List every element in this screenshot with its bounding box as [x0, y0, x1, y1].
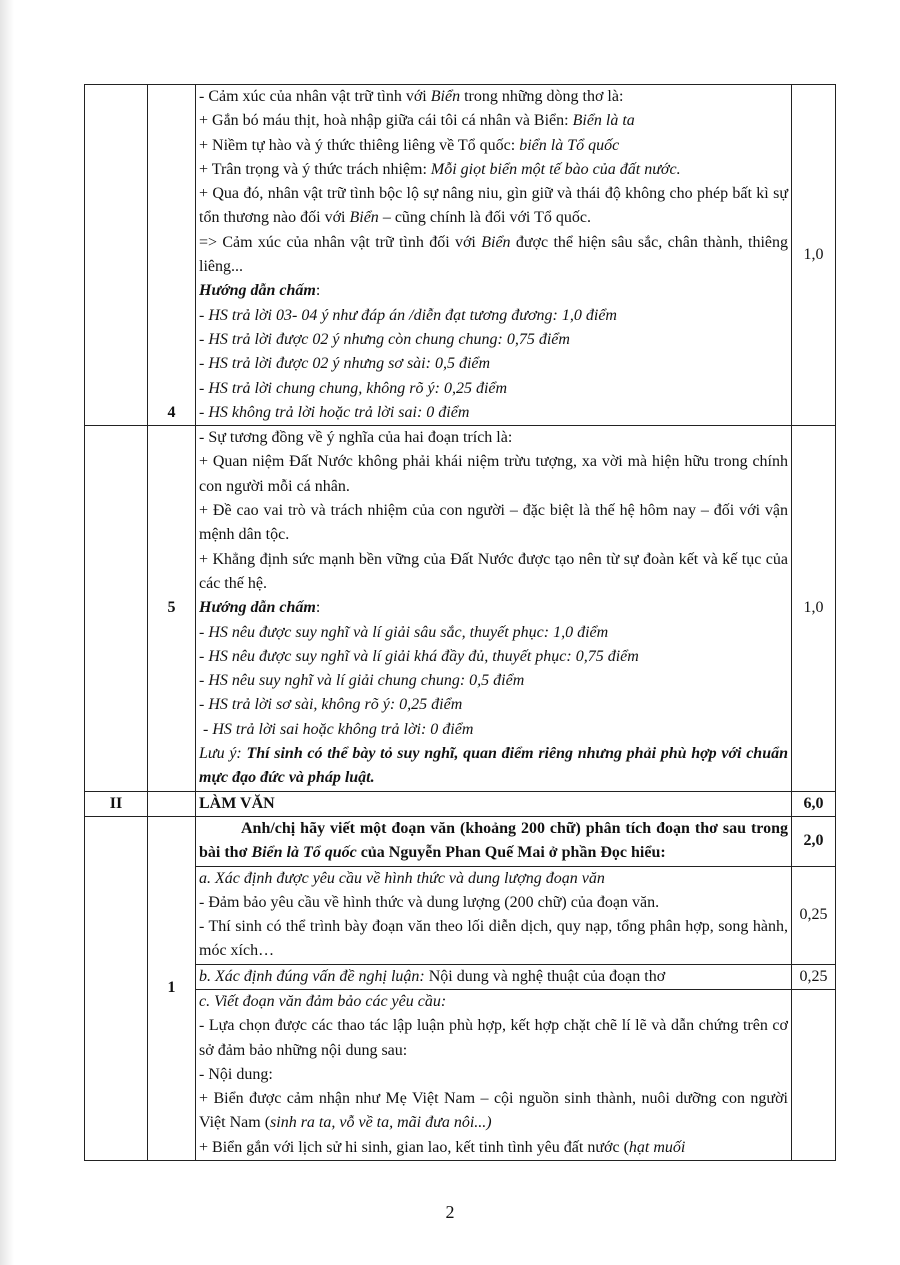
answer-line: - Sự tương đồng về ý nghĩa của hai đoạn trích là:	[199, 429, 513, 447]
criterion-line: + Biển được cảm nhận như Mẹ Việt Nam – cội nguồn sinh thành, nuôi dưỡng con người Việt Nam (sinh ra ta, vỗ về ta, mãi đưa nôi...)	[199, 1090, 788, 1132]
section-title: LÀM VĂN	[196, 791, 792, 816]
grading-line: - HS trả lời sai hoặc không trả lời: 0 điểm	[199, 720, 474, 738]
criterion-b: b. Xác định đúng vấn đề nghị luận: Nội dung và nghệ thuật của đoạn thơ	[196, 964, 792, 989]
answer-line: + Qua đó, nhân vật trữ tình bộc lộ sự nâng niu, gìn giữ và thái độ không cho phép bất kì sự tổn thương nào đối với Biển – cũng chính là đối với Tổ quốc.	[199, 185, 788, 227]
grading-line: - HS trả lời được 02 ý nhưng sơ sài: 0,5 điểm	[199, 355, 491, 373]
answer-line: + Quan niệm Đất Nước không phải khái niệm trừu tượng, xa vời mà hiện hữu trong chính con người mỗi cá nhân.	[199, 453, 788, 495]
grading-line: - HS nêu được suy nghĩ và lí giải sâu sắc, thuyết phục: 1,0 điểm	[199, 623, 609, 641]
criterion-line: - Đảm bảo yêu cầu về hình thức và dung lượng (200 chữ) của đoạn văn.	[199, 893, 660, 911]
grading-line: - HS nêu suy nghĩ và lí giải chung chung: 0,5 điểm	[199, 672, 525, 690]
grading-guide-title: Hướng dẫn chấm:	[199, 282, 321, 300]
score-cell: 1,0	[792, 85, 836, 426]
page-number: 2	[445, 1202, 455, 1222]
grading-line: - HS không trả lời hoặc trả lời sai: 0 điểm	[199, 403, 470, 421]
answer-line: => Cảm xúc của nhân vật trữ tình đối với Biển được thể hiện sâu sắc, chân thành, thiêng liêng...	[199, 233, 789, 276]
score-cell: 0,25	[792, 866, 836, 964]
criterion-line: - Thí sinh có thể trình bày đoạn văn theo lối diễn dịch, quy nạp, tổng phân hợp, song hành, móc xích…	[199, 918, 788, 960]
answer-table	[84, 84, 836, 1161]
question-number: 5	[148, 426, 196, 791]
score-cell: 1,0	[792, 426, 836, 791]
table-row-criterion-b	[85, 964, 836, 989]
essay-prompt: Anh/chị hãy viết một đoạn văn (khoảng 200 chữ) phân tích đoạn thơ sau trong bài thơ Biển là Tổ quốc của Nguyễn Phan Quế Mai ở phần Đọc hiểu:	[196, 816, 792, 866]
answer-line: - Cảm xúc của nhân vật trữ tình với Biển trong những dòng thơ là:	[199, 88, 624, 105]
grading-line: - HS trả lời được 02 ý nhưng còn chung chung: 0,75 điểm	[199, 330, 570, 348]
score-cell: 2,0	[792, 816, 836, 866]
answer-line: + Gắn bó máu thịt, hoà nhập giữa cái tôi cá nhân và Biển: Biển là ta	[199, 112, 635, 130]
answer-line: + Trân trọng và ý thức trách nhiệm: Mỗi giọt biển một tế bào của đất nước.	[199, 160, 681, 178]
section-cell-empty	[85, 816, 148, 1160]
section-cell-empty	[85, 85, 148, 426]
table-row-q4	[85, 85, 836, 426]
criterion-line: - Nội dung:	[199, 1065, 273, 1083]
criterion-a	[196, 866, 792, 964]
section-roman: II	[85, 791, 148, 816]
grading-line: - HS nêu được suy nghĩ và lí giải khá đầy đủ, thuyết phục: 0,75 điểm	[199, 647, 639, 665]
table-row-q5	[85, 426, 836, 791]
score-cell-empty	[792, 989, 836, 1160]
grading-guide-title: Hướng dẫn chấm:	[199, 599, 321, 617]
answer-line: + Niềm tự hào và ý thức thiêng liêng về Tổ quốc: biển là Tổ quốc	[199, 136, 620, 154]
section-score: 6,0	[792, 791, 836, 816]
criterion-line: + Biển gắn với lịch sử hi sinh, gian lao, kết tinh tình yêu đất nước (hạt muối	[199, 1138, 686, 1156]
grading-line: - HS trả lời 03- 04 ý như đáp án /diễn đạt tương đương: 1,0 điểm	[199, 306, 617, 324]
answer-content-q5	[196, 426, 792, 791]
score-cell: 0,25	[792, 964, 836, 989]
question-number: 1	[148, 816, 196, 1160]
section-cell-empty	[85, 426, 148, 791]
table-row-q1-prompt	[85, 816, 836, 866]
criterion-line: - Lựa chọn được các thao tác lập luận phù hợp, kết hợp chặt chẽ lí lẽ và dẫn chứng trên cơ sở đảm bảo những nội dung sau:	[199, 1017, 788, 1059]
criterion-title: a. Xác định được yêu cầu về hình thức và dung lượng đoạn văn	[199, 869, 605, 887]
answer-line: + Đề cao vai trò và trách nhiệm của con người – đặc biệt là thế hệ hôm nay – đối với vận mệnh dân tộc.	[199, 502, 788, 544]
grading-line: - HS trả lời chung chung, không rõ ý: 0,25 điểm	[199, 379, 508, 397]
question-number: 4	[148, 85, 196, 426]
grading-line: - HS trả lời sơ sài, không rõ ý: 0,25 điểm	[199, 696, 463, 714]
criterion-title: c. Viết đoạn văn đảm bảo các yêu cầu:	[199, 992, 447, 1010]
question-number-empty	[148, 791, 196, 816]
table-row-criterion-a	[85, 866, 836, 964]
table-row-criterion-c	[85, 989, 836, 1160]
note-line: Lưu ý: Thí sinh có thể bày tỏ suy nghĩ, quan điểm riêng nhưng phải phù hợp với chuẩn mực đạo đức và pháp luật.	[199, 745, 788, 787]
answer-content-q4	[196, 85, 792, 426]
table-row-section-2	[85, 791, 836, 816]
criterion-c	[196, 989, 792, 1160]
answer-line: + Khẳng định sức mạnh bền vững của Đất Nước được tạo nên từ sự đoàn kết và kế tục của các thế hệ.	[199, 550, 788, 592]
